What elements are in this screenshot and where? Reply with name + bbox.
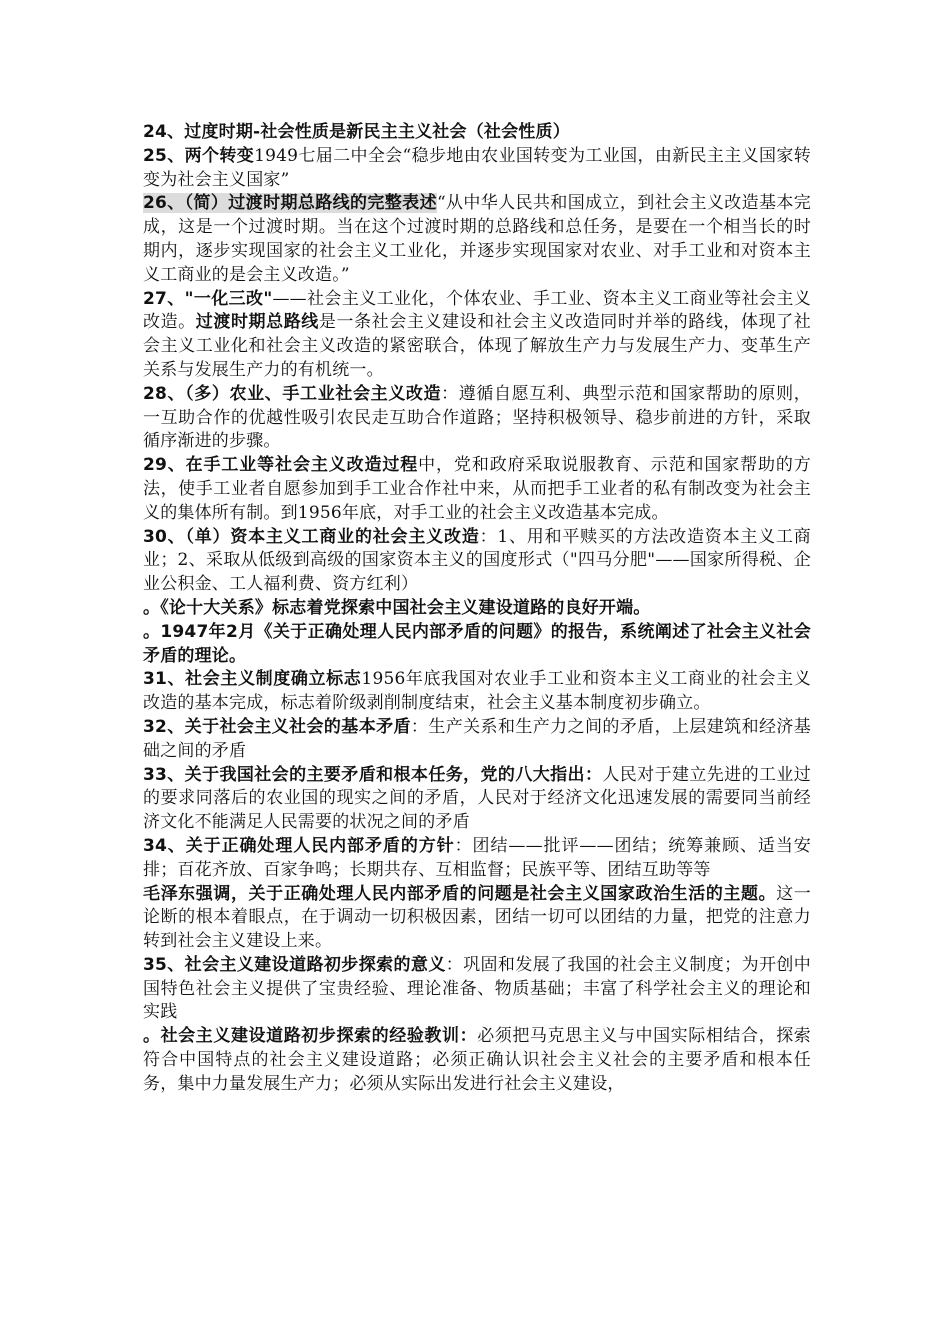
- paragraph-text: 这一论断的根本着眼点，在于调动一切积极因素，团结一切可以团结的力量，把党的注意力转到社会主义建设上来。: [143, 883, 811, 952]
- paragraph-31: [143, 668, 811, 716]
- paragraph-mao-emphasis: [143, 883, 811, 954]
- paragraph-heading: 27、"一化三改": [143, 288, 273, 309]
- paragraph-heading: 35、社会主义建设道路初步探索的意义: [143, 954, 446, 975]
- paragraph-heading: 34、关于正确处理人民内部矛盾的方针: [143, 835, 455, 856]
- paragraph-ten-relations: [143, 597, 811, 621]
- paragraph-29: [143, 454, 811, 525]
- paragraph-text: 中，党和政府采取说服教育、示范和国家帮助的方法，使手工业者自愿参加到手工业合作社中来，从而把手工业者的私有制改变为社会主义的集体所有制。到1956年底，对手工业的社会主义改造基本完成。: [143, 455, 811, 523]
- paragraph-heading: 28、（多）农业、手工业社会主义改造: [143, 383, 442, 404]
- paragraph-text: ：团结——批评——团结；统筹兼顾、适当安排；百花齐放、百家争鸣；长期共存、互相监督；民族平等、团结互助等等: [143, 835, 811, 880]
- paragraph-inline-heading: 过渡时期总路线: [195, 312, 319, 333]
- paragraph-28: [143, 383, 811, 454]
- paragraph-text: 必须把马克思主义与中国实际相结合，探索符合中国特点的社会主义建设道路；必须正确认识社会主义社会的主要矛盾和根本任务，集中力量发展生产力；必须从实际出发进行社会主义建设，: [143, 1026, 811, 1094]
- paragraph-contradictions-report: [143, 621, 811, 669]
- paragraph-lessons: [143, 1025, 811, 1096]
- paragraph-text: 是一条社会主义建设和社会主义改造同时并举的路线，体现了社会主义工业化和社会主义改造的紧密联合，体现了解放生产力与发展生产力、变革生产关系与发展生产力的有机统一。: [143, 312, 811, 380]
- paragraph-heading: 毛泽东强调，关于正确处理人民内部矛盾的问题是社会主义国家政治生活的主题。: [143, 883, 777, 904]
- paragraph-text: ：遵循自愿互利、典型示范和国家帮助的原则，一互助合作的优越性吸引农民走互助合作道路；坚持积极领导、稳步前进的方针，采取循序渐进的步骤。: [143, 383, 811, 452]
- paragraph-26: [143, 192, 811, 287]
- paragraph-35: [143, 954, 811, 1025]
- paragraph-text: ——社会主义工业化，个体农业、手工业、资本主义工商业等社会主义改造。: [143, 288, 812, 333]
- paragraph-text: 1956年底我国对农业手工业和资本主义工商业的社会主义改造的基本完成，标志着阶级剥削制度结束，社会主义基本制度初步确立。: [143, 669, 811, 714]
- paragraph-heading: 33、关于我国社会的主要矛盾和根本任务，党的八大指出：: [143, 764, 603, 785]
- paragraph-27: [143, 288, 811, 383]
- paragraph-34: [143, 835, 811, 883]
- paragraph-text: ：巩固和发展了我国的社会主义制度；为开创中国特色社会主义提供了宝贵经验、理论准备、物质基础；丰富了科学社会主义的理论和实践: [143, 954, 811, 1023]
- paragraph-33: [143, 764, 811, 835]
- paragraph-heading: 31、社会主义制度确立标志: [143, 669, 362, 690]
- paragraph-text: “从中华人民共和国成立，到社会主义改造基本完成，这是一个过渡时期。当在这个过渡时期的总路线和总任务，是要在一个相当长的时期内，逐步实现国家的社会主义工业化，并逐步实现国家对农业、对手工业和对资本主义工商业的是会主义改造。”: [143, 193, 811, 285]
- paragraph-30: [143, 526, 811, 597]
- paragraph-heading: 24、过度时期-社会性质是新民主主义社会（社会性质）: [143, 122, 570, 142]
- paragraph-heading: 29、在手工业等社会主义改造过程: [143, 455, 419, 476]
- paragraph-text: ：1、用和平赎买的方法改造资本主义工商业；2、采取从低级到高级的国家资本主义的国度形式（"四马分肥"——国家所得税、企业公积金、工人福利费、资方红利）: [143, 526, 811, 595]
- paragraph-heading: 32、关于社会主义社会的基本矛盾: [143, 716, 411, 737]
- paragraph-text: 1949七届二中全会“稳步地由农业国转变为工业国，由新民主主义国家转变为社会主义国家”: [143, 145, 811, 190]
- paragraph-heading: 25、两个转变: [143, 145, 255, 166]
- paragraph-heading-highlighted: 26、（简）过渡时期总路线的完整表述: [143, 193, 437, 214]
- paragraph-text: 人民对于建立先进的工业过的要求同落后的农业国的现实之间的矛盾，人民对于经济文化迅速发展的需要同当前经济文化不能满足人民需要的状况之间的矛盾: [143, 764, 811, 833]
- paragraph-heading: 。1947年2月《关于正确处理人民内部矛盾的问题》的报告，系统阐述了社会主义社会矛盾的理论。: [143, 621, 811, 666]
- document-body: [143, 121, 811, 1097]
- paragraph-24: [143, 121, 811, 145]
- paragraph-text: ：生产关系和生产力之间的矛盾，上层建筑和经济基础之间的矛盾: [143, 716, 811, 761]
- paragraph-32: [143, 716, 811, 764]
- paragraph-heading: 。《论十大关系》标志着党探索中国社会主义建设道路的良好开端。: [143, 597, 651, 618]
- paragraph-25: [143, 145, 811, 193]
- paragraph-heading: 。社会主义建设道路初步探索的经验教训：: [143, 1026, 478, 1047]
- paragraph-heading: 30、（单）资本主义工商业的社会主义改造: [143, 526, 480, 547]
